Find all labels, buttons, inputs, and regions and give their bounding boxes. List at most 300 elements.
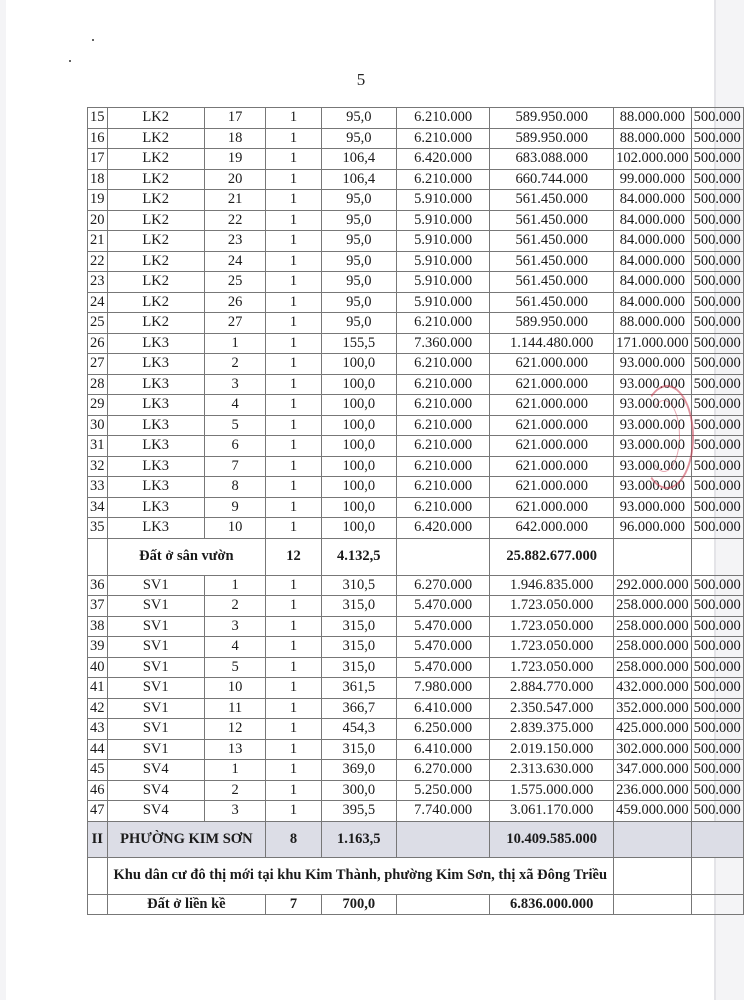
cell-empty bbox=[88, 538, 108, 575]
cell-block: LK2 bbox=[107, 190, 204, 211]
page-number: 5 bbox=[356, 70, 366, 89]
cell-deposit: 88.000.000 bbox=[614, 128, 692, 149]
cell-unit-price: 5.910.000 bbox=[396, 190, 490, 211]
cell-block: LK3 bbox=[107, 354, 204, 375]
cell-block: SV1 bbox=[107, 657, 204, 678]
cell-empty bbox=[691, 821, 743, 857]
table-row bbox=[88, 637, 744, 658]
table-row bbox=[88, 497, 744, 518]
cell-lot: 10 bbox=[204, 518, 265, 539]
cell-fee: 500.000 bbox=[691, 108, 743, 129]
cell-lot: 1 bbox=[204, 575, 265, 596]
cell-area: 95,0 bbox=[321, 251, 396, 272]
cell-lot: 21 bbox=[204, 190, 265, 211]
cell-unit-price: 5.470.000 bbox=[396, 596, 490, 617]
cell-lot: 13 bbox=[204, 739, 265, 760]
table-row bbox=[88, 128, 744, 149]
cell-count: 1 bbox=[266, 801, 321, 822]
cell-deposit: 347.000.000 bbox=[614, 760, 692, 781]
cell-fee: 500.000 bbox=[691, 477, 743, 498]
cell-stt: 22 bbox=[88, 251, 108, 272]
cell-unit-price: 5.470.000 bbox=[396, 616, 490, 637]
cell-fee: 500.000 bbox=[691, 374, 743, 395]
cell-empty bbox=[691, 857, 743, 894]
cell-count: 1 bbox=[266, 477, 321, 498]
cell-total-price: 1.723.050.000 bbox=[490, 596, 614, 617]
cell-stt: 34 bbox=[88, 497, 108, 518]
scan-speck bbox=[92, 39, 94, 41]
table-row bbox=[88, 518, 744, 539]
cell-lot: 5 bbox=[204, 415, 265, 436]
cell-empty bbox=[396, 821, 490, 857]
cell-count: 1 bbox=[266, 739, 321, 760]
cell-total-price: 621.000.000 bbox=[490, 436, 614, 457]
cell-count: 1 bbox=[266, 190, 321, 211]
cell-count: 1 bbox=[266, 596, 321, 617]
cell-deposit: 93.000.000 bbox=[614, 436, 692, 457]
cell-empty bbox=[396, 538, 490, 575]
cell-unit-price: 6.210.000 bbox=[396, 395, 490, 416]
table-row bbox=[88, 149, 744, 170]
table-row bbox=[88, 251, 744, 272]
subtotal-row-lien-ke bbox=[88, 894, 744, 914]
cell-total-price: 589.950.000 bbox=[490, 313, 614, 334]
table-row bbox=[88, 739, 744, 760]
cell-unit-price: 6.210.000 bbox=[396, 128, 490, 149]
group-index: II bbox=[88, 821, 108, 857]
cell-block: SV4 bbox=[107, 801, 204, 822]
cell-fee: 500.000 bbox=[691, 637, 743, 658]
table-row bbox=[88, 456, 744, 477]
cell-area: 100,0 bbox=[321, 436, 396, 457]
table-row bbox=[88, 190, 744, 211]
cell-total-price: 621.000.000 bbox=[490, 395, 614, 416]
cell-block: LK3 bbox=[107, 415, 204, 436]
cell-empty bbox=[614, 857, 692, 894]
cell-total-price: 1.723.050.000 bbox=[490, 657, 614, 678]
subtotal-count: 7 bbox=[266, 894, 321, 914]
cell-empty bbox=[691, 538, 743, 575]
table-row bbox=[88, 415, 744, 436]
cell-block: SV1 bbox=[107, 596, 204, 617]
cell-lot: 19 bbox=[204, 149, 265, 170]
cell-stt: 41 bbox=[88, 678, 108, 699]
cell-fee: 500.000 bbox=[691, 760, 743, 781]
cell-deposit: 302.000.000 bbox=[614, 739, 692, 760]
cell-block: SV1 bbox=[107, 616, 204, 637]
cell-deposit: 96.000.000 bbox=[614, 518, 692, 539]
section-title: Khu dân cư đô thị mới tại khu Kim Thành, phường Kim Sơn, thị xã Đông Triều bbox=[107, 857, 614, 894]
cell-lot: 6 bbox=[204, 436, 265, 457]
cell-block: LK2 bbox=[107, 313, 204, 334]
cell-lot: 18 bbox=[204, 128, 265, 149]
group-area: 1.163,5 bbox=[321, 821, 396, 857]
cell-fee: 500.000 bbox=[691, 616, 743, 637]
cell-unit-price: 6.410.000 bbox=[396, 739, 490, 760]
cell-count: 1 bbox=[266, 719, 321, 740]
land-price-table bbox=[87, 107, 744, 915]
cell-empty bbox=[88, 857, 108, 894]
cell-area: 315,0 bbox=[321, 637, 396, 658]
cell-block: LK2 bbox=[107, 231, 204, 252]
cell-block: SV1 bbox=[107, 575, 204, 596]
cell-lot: 7 bbox=[204, 456, 265, 477]
cell-fee: 500.000 bbox=[691, 518, 743, 539]
cell-area: 106,4 bbox=[321, 169, 396, 190]
cell-stt: 32 bbox=[88, 456, 108, 477]
cell-area: 315,0 bbox=[321, 657, 396, 678]
cell-block: LK2 bbox=[107, 292, 204, 313]
cell-unit-price: 5.910.000 bbox=[396, 231, 490, 252]
cell-stt: 21 bbox=[88, 231, 108, 252]
cell-deposit: 93.000.000 bbox=[614, 456, 692, 477]
cell-stt: 27 bbox=[88, 354, 108, 375]
subtotal-label: Đất ở sân vườn bbox=[107, 538, 266, 575]
cell-deposit: 88.000.000 bbox=[614, 108, 692, 129]
cell-count: 1 bbox=[266, 231, 321, 252]
cell-area: 366,7 bbox=[321, 698, 396, 719]
cell-count: 1 bbox=[266, 415, 321, 436]
cell-total-price: 683.088.000 bbox=[490, 149, 614, 170]
cell-deposit: 425.000.000 bbox=[614, 719, 692, 740]
cell-area: 315,0 bbox=[321, 596, 396, 617]
cell-deposit: 84.000.000 bbox=[614, 251, 692, 272]
cell-area: 100,0 bbox=[321, 477, 396, 498]
cell-unit-price: 6.210.000 bbox=[396, 456, 490, 477]
cell-lot: 3 bbox=[204, 374, 265, 395]
cell-deposit: 84.000.000 bbox=[614, 231, 692, 252]
cell-block: SV1 bbox=[107, 698, 204, 719]
cell-lot: 10 bbox=[204, 678, 265, 699]
cell-count: 1 bbox=[266, 456, 321, 477]
cell-fee: 500.000 bbox=[691, 575, 743, 596]
cell-fee: 500.000 bbox=[691, 596, 743, 617]
cell-block: LK3 bbox=[107, 497, 204, 518]
cell-fee: 500.000 bbox=[691, 719, 743, 740]
cell-block: SV4 bbox=[107, 780, 204, 801]
cell-stt: 39 bbox=[88, 637, 108, 658]
cell-area: 100,0 bbox=[321, 415, 396, 436]
cell-total-price: 561.450.000 bbox=[490, 251, 614, 272]
cell-unit-price: 5.910.000 bbox=[396, 292, 490, 313]
cell-unit-price: 6.210.000 bbox=[396, 169, 490, 190]
table-row bbox=[88, 657, 744, 678]
table-row bbox=[88, 374, 744, 395]
subtotal-count: 12 bbox=[266, 538, 321, 575]
cell-count: 1 bbox=[266, 760, 321, 781]
cell-block: LK3 bbox=[107, 436, 204, 457]
cell-block: LK3 bbox=[107, 374, 204, 395]
cell-count: 1 bbox=[266, 657, 321, 678]
cell-area: 106,4 bbox=[321, 149, 396, 170]
cell-count: 1 bbox=[266, 698, 321, 719]
table-row bbox=[88, 477, 744, 498]
table-row bbox=[88, 678, 744, 699]
cell-count: 1 bbox=[266, 251, 321, 272]
cell-area: 100,0 bbox=[321, 374, 396, 395]
cell-fee: 500.000 bbox=[691, 657, 743, 678]
cell-lot: 1 bbox=[204, 760, 265, 781]
cell-area: 100,0 bbox=[321, 354, 396, 375]
cell-total-price: 1.946.835.000 bbox=[490, 575, 614, 596]
cell-lot: 3 bbox=[204, 616, 265, 637]
cell-lot: 12 bbox=[204, 719, 265, 740]
cell-deposit: 352.000.000 bbox=[614, 698, 692, 719]
cell-count: 1 bbox=[266, 395, 321, 416]
cell-lot: 4 bbox=[204, 395, 265, 416]
cell-fee: 500.000 bbox=[691, 190, 743, 211]
cell-total-price: 621.000.000 bbox=[490, 354, 614, 375]
cell-lot: 3 bbox=[204, 801, 265, 822]
cell-unit-price: 5.470.000 bbox=[396, 637, 490, 658]
cell-total-price: 1.144.480.000 bbox=[490, 333, 614, 354]
subtotal-row-san-vuon bbox=[88, 538, 744, 575]
cell-deposit: 459.000.000 bbox=[614, 801, 692, 822]
table-row bbox=[88, 210, 744, 231]
cell-unit-price: 6.210.000 bbox=[396, 477, 490, 498]
table-row bbox=[88, 169, 744, 190]
cell-area: 95,0 bbox=[321, 292, 396, 313]
cell-area: 95,0 bbox=[321, 272, 396, 293]
table-row bbox=[88, 108, 744, 129]
cell-empty bbox=[614, 821, 692, 857]
subtotal-area: 700,0 bbox=[321, 894, 396, 914]
cell-stt: 47 bbox=[88, 801, 108, 822]
cell-empty bbox=[614, 894, 692, 914]
cell-area: 100,0 bbox=[321, 518, 396, 539]
cell-lot: 27 bbox=[204, 313, 265, 334]
cell-area: 315,0 bbox=[321, 616, 396, 637]
cell-deposit: 84.000.000 bbox=[614, 272, 692, 293]
cell-stt: 35 bbox=[88, 518, 108, 539]
cell-area: 369,0 bbox=[321, 760, 396, 781]
cell-fee: 500.000 bbox=[691, 169, 743, 190]
cell-area: 100,0 bbox=[321, 395, 396, 416]
cell-fee: 500.000 bbox=[691, 739, 743, 760]
table-row bbox=[88, 292, 744, 313]
cell-area: 100,0 bbox=[321, 456, 396, 477]
cell-block: LK3 bbox=[107, 456, 204, 477]
cell-stt: 18 bbox=[88, 169, 108, 190]
cell-count: 1 bbox=[266, 210, 321, 231]
cell-stt: 20 bbox=[88, 210, 108, 231]
cell-fee: 500.000 bbox=[691, 415, 743, 436]
cell-block: LK2 bbox=[107, 251, 204, 272]
cell-unit-price: 6.210.000 bbox=[396, 415, 490, 436]
cell-unit-price: 6.210.000 bbox=[396, 108, 490, 129]
cell-total-price: 2.839.375.000 bbox=[490, 719, 614, 740]
cell-empty bbox=[691, 894, 743, 914]
cell-block: SV1 bbox=[107, 637, 204, 658]
cell-block: LK3 bbox=[107, 395, 204, 416]
cell-stt: 42 bbox=[88, 698, 108, 719]
cell-area: 454,3 bbox=[321, 719, 396, 740]
cell-area: 361,5 bbox=[321, 678, 396, 699]
cell-count: 1 bbox=[266, 436, 321, 457]
cell-stt: 46 bbox=[88, 780, 108, 801]
cell-stt: 30 bbox=[88, 415, 108, 436]
cell-fee: 500.000 bbox=[691, 333, 743, 354]
table-row bbox=[88, 801, 744, 822]
cell-count: 1 bbox=[266, 128, 321, 149]
cell-lot: 2 bbox=[204, 596, 265, 617]
cell-fee: 500.000 bbox=[691, 272, 743, 293]
cell-empty bbox=[614, 538, 692, 575]
cell-lot: 2 bbox=[204, 780, 265, 801]
cell-deposit: 93.000.000 bbox=[614, 415, 692, 436]
cell-unit-price: 5.910.000 bbox=[396, 210, 490, 231]
cell-unit-price: 6.270.000 bbox=[396, 760, 490, 781]
cell-stt: 31 bbox=[88, 436, 108, 457]
cell-deposit: 258.000.000 bbox=[614, 596, 692, 617]
section-title-row bbox=[88, 857, 744, 894]
cell-lot: 4 bbox=[204, 637, 265, 658]
cell-count: 1 bbox=[266, 518, 321, 539]
cell-block: LK2 bbox=[107, 210, 204, 231]
cell-unit-price: 6.420.000 bbox=[396, 518, 490, 539]
cell-unit-price: 6.410.000 bbox=[396, 698, 490, 719]
cell-deposit: 88.000.000 bbox=[614, 313, 692, 334]
cell-count: 1 bbox=[266, 575, 321, 596]
cell-block: LK3 bbox=[107, 518, 204, 539]
cell-count: 1 bbox=[266, 780, 321, 801]
cell-deposit: 93.000.000 bbox=[614, 477, 692, 498]
cell-area: 155,5 bbox=[321, 333, 396, 354]
cell-count: 1 bbox=[266, 637, 321, 658]
cell-lot: 26 bbox=[204, 292, 265, 313]
cell-count: 1 bbox=[266, 169, 321, 190]
cell-deposit: 236.000.000 bbox=[614, 780, 692, 801]
table-row bbox=[88, 616, 744, 637]
cell-block: LK2 bbox=[107, 108, 204, 129]
cell-lot: 1 bbox=[204, 333, 265, 354]
cell-stt: 28 bbox=[88, 374, 108, 395]
cell-fee: 500.000 bbox=[691, 698, 743, 719]
cell-deposit: 93.000.000 bbox=[614, 395, 692, 416]
cell-deposit: 99.000.000 bbox=[614, 169, 692, 190]
cell-total-price: 621.000.000 bbox=[490, 497, 614, 518]
cell-stt: 16 bbox=[88, 128, 108, 149]
cell-stt: 26 bbox=[88, 333, 108, 354]
cell-unit-price: 6.210.000 bbox=[396, 374, 490, 395]
cell-fee: 500.000 bbox=[691, 354, 743, 375]
cell-lot: 22 bbox=[204, 210, 265, 231]
cell-fee: 500.000 bbox=[691, 780, 743, 801]
cell-deposit: 84.000.000 bbox=[614, 292, 692, 313]
cell-block: LK3 bbox=[107, 333, 204, 354]
cell-area: 95,0 bbox=[321, 231, 396, 252]
cell-unit-price: 6.270.000 bbox=[396, 575, 490, 596]
cell-fee: 500.000 bbox=[691, 128, 743, 149]
cell-lot: 8 bbox=[204, 477, 265, 498]
cell-stt: 23 bbox=[88, 272, 108, 293]
table-row bbox=[88, 231, 744, 252]
cell-empty bbox=[396, 894, 490, 914]
cell-unit-price: 6.210.000 bbox=[396, 313, 490, 334]
cell-stt: 45 bbox=[88, 760, 108, 781]
cell-lot: 20 bbox=[204, 169, 265, 190]
table-row bbox=[88, 575, 744, 596]
cell-unit-price: 7.740.000 bbox=[396, 801, 490, 822]
cell-total-price: 3.061.170.000 bbox=[490, 801, 614, 822]
cell-fee: 500.000 bbox=[691, 292, 743, 313]
cell-unit-price: 5.910.000 bbox=[396, 251, 490, 272]
cell-empty bbox=[88, 894, 108, 914]
cell-total-price: 589.950.000 bbox=[490, 108, 614, 129]
cell-unit-price: 6.250.000 bbox=[396, 719, 490, 740]
cell-deposit: 93.000.000 bbox=[614, 374, 692, 395]
cell-count: 1 bbox=[266, 292, 321, 313]
cell-fee: 500.000 bbox=[691, 149, 743, 170]
cell-count: 1 bbox=[266, 616, 321, 637]
subtotal-total: 6.836.000.000 bbox=[490, 894, 614, 914]
cell-total-price: 561.450.000 bbox=[490, 231, 614, 252]
cell-deposit: 93.000.000 bbox=[614, 497, 692, 518]
cell-deposit: 171.000.000 bbox=[614, 333, 692, 354]
cell-unit-price: 5.250.000 bbox=[396, 780, 490, 801]
cell-total-price: 2.884.770.000 bbox=[490, 678, 614, 699]
cell-stt: 29 bbox=[88, 395, 108, 416]
table-row bbox=[88, 354, 744, 375]
cell-block: LK2 bbox=[107, 128, 204, 149]
cell-total-price: 561.450.000 bbox=[490, 292, 614, 313]
cell-count: 1 bbox=[266, 272, 321, 293]
cell-area: 315,0 bbox=[321, 739, 396, 760]
cell-deposit: 84.000.000 bbox=[614, 210, 692, 231]
cell-deposit: 432.000.000 bbox=[614, 678, 692, 699]
cell-unit-price: 7.360.000 bbox=[396, 333, 490, 354]
cell-stt: 24 bbox=[88, 292, 108, 313]
cell-area: 95,0 bbox=[321, 210, 396, 231]
table-row bbox=[88, 313, 744, 334]
cell-stt: 15 bbox=[88, 108, 108, 129]
subtotal-area: 4.132,5 bbox=[321, 538, 396, 575]
cell-deposit: 258.000.000 bbox=[614, 637, 692, 658]
cell-fee: 500.000 bbox=[691, 436, 743, 457]
table-row bbox=[88, 436, 744, 457]
cell-total-price: 621.000.000 bbox=[490, 456, 614, 477]
cell-total-price: 2.350.547.000 bbox=[490, 698, 614, 719]
cell-fee: 500.000 bbox=[691, 497, 743, 518]
cell-stt: 37 bbox=[88, 596, 108, 617]
cell-total-price: 561.450.000 bbox=[490, 190, 614, 211]
group-row-kim-son bbox=[88, 821, 744, 857]
cell-count: 1 bbox=[266, 313, 321, 334]
cell-unit-price: 6.210.000 bbox=[396, 497, 490, 518]
cell-block: SV1 bbox=[107, 719, 204, 740]
cell-count: 1 bbox=[266, 354, 321, 375]
cell-area: 310,5 bbox=[321, 575, 396, 596]
cell-area: 100,0 bbox=[321, 497, 396, 518]
cell-count: 1 bbox=[266, 374, 321, 395]
cell-lot: 5 bbox=[204, 657, 265, 678]
cell-total-price: 1.723.050.000 bbox=[490, 637, 614, 658]
cell-fee: 500.000 bbox=[691, 231, 743, 252]
cell-lot: 9 bbox=[204, 497, 265, 518]
cell-lot: 11 bbox=[204, 698, 265, 719]
cell-block: LK3 bbox=[107, 477, 204, 498]
cell-count: 1 bbox=[266, 497, 321, 518]
cell-fee: 500.000 bbox=[691, 678, 743, 699]
cell-lot: 2 bbox=[204, 354, 265, 375]
group-name: PHƯỜNG KIM SƠN bbox=[107, 821, 266, 857]
group-count: 8 bbox=[266, 821, 321, 857]
cell-total-price: 642.000.000 bbox=[490, 518, 614, 539]
table-row bbox=[88, 272, 744, 293]
cell-fee: 500.000 bbox=[691, 210, 743, 231]
subtotal-label: Đất ở liền kề bbox=[107, 894, 266, 914]
table-row bbox=[88, 719, 744, 740]
